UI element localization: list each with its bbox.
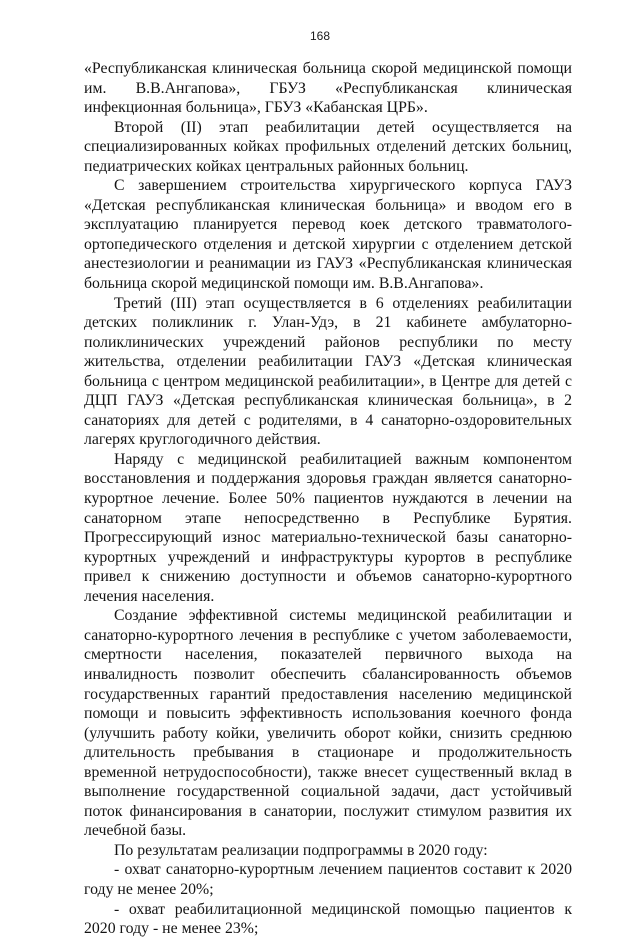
body-text bbox=[84, 59, 572, 939]
paragraph-third-stage: Третий (III) этап осуществляется в 6 отделениях реабилитации детских поликлиник г. Улан-Удэ, в 21 кабинете амбулаторно-поликлинических учреждений районов республики по месту жительства, отделении реабилитации ГАУЗ «Детская клиническая больница с центром медицинской реабилитации», в Центре для детей с ДЦП ГАУЗ «Детская республиканская клиническая больница», в 2 санаториях для детей с родителями, в 4 санаторно-оздоровительных лагерях круглогодичного действия. bbox=[84, 294, 572, 449]
paragraph-surgical-building: С завершением строительства хирургического корпуса ГАУЗ «Детская республиканская клиническая больница» и вводом его в эксплуатацию планируется перевод коек детского травматолого-ортопедического отделения и детской хирургии с отделением детской анестезиологии и реанимации из ГАУЗ «Республиканская клиническая больница скорой медицинской помощи им. В.В.Ангапова». bbox=[84, 177, 572, 293]
paragraph-sanatorium-treatment: Наряду с медицинской реабилитацией важным компонентом восстановления и поддержания здоровья граждан является санаторно-курортное лечение. Более 50% пациентов нуждаются в лечении на санаторном этапе непосредственно в Республике Бурятия. Прогрессирующий износ материально-технической базы санаторно-курортных учреждений и инфраструктуры курортов в республике привел к снижению доступности и объемов санаторно-курортного лечения населения. bbox=[84, 450, 572, 605]
paragraph-results-intro: По результатам реализации подпрограммы в 2020 году: bbox=[114, 841, 488, 859]
paragraph-second-stage: Второй (II) этап реабилитации детей осуществляется на специализированных койках профильных отделений детских больниц, педиатрических койках центральных районных больниц. bbox=[84, 118, 572, 175]
list-item-rehabilitation-coverage: - охват реабилитационной медицинской помощью пациентов к 2020 году - не менее 23%; bbox=[84, 900, 572, 938]
list-item-sanatorium-coverage: - охват санаторно-курортным лечением пациентов составит к 2020 году не менее 20%; bbox=[84, 861, 572, 898]
paragraph-effective-system: Создание эффективной системы медицинской реабилитации и санаторно-курортного лечения в республике с учетом заболеваемости, смертности населения, показателей первичного выхода на инвалидность позволит обеспечить сбалансированность объемов государственных гарантий предоставления населению медицинской помощи и повысить эффективность использования коечного фонда (улучшить работу койки, увеличить оборот койки, снизить среднюю длительность пребывания в стационаре и продолжительность временной нетрудоспособности), также внесет существенный вклад в выполнение государственной социальной задачи, даст устойчивый поток финансирования в санатории, послужит стимулом развития их лечебной базы. bbox=[84, 607, 572, 840]
page-number: 168 bbox=[309, 29, 331, 43]
paragraph-hospitals-list: «Республиканская клиническая больница скорой медицинской помощи им. В.В.Ангапова», ГБУЗ «Республиканская клиническая инфекционная больница», ГБУЗ «Кабанская ЦРБ». bbox=[84, 60, 572, 117]
